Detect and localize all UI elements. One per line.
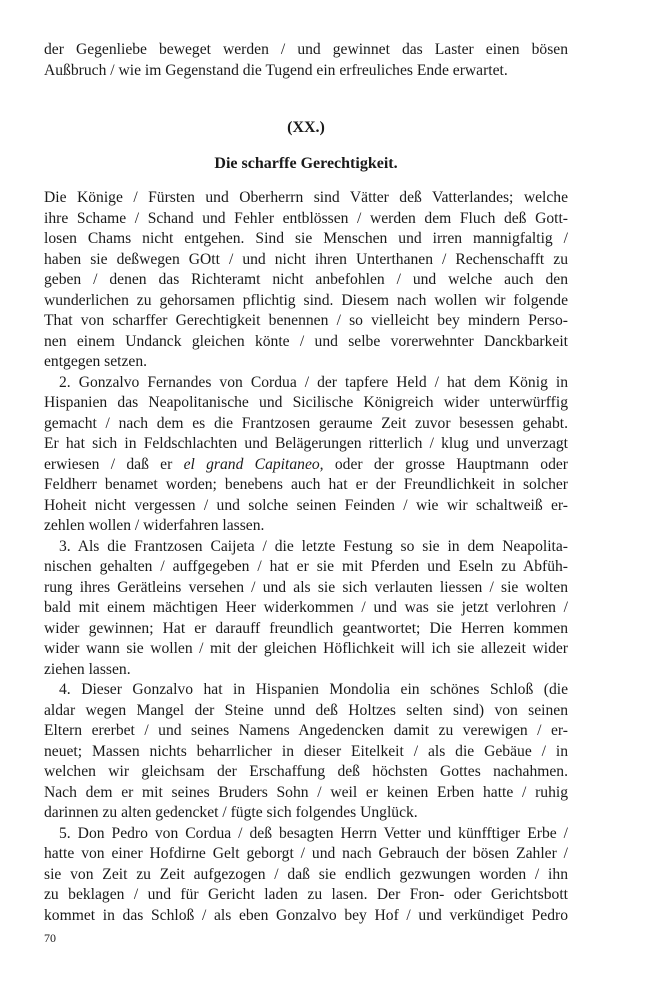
text-segment: erwiesen / daß er — [44, 455, 184, 473]
text-line: geben / denen das Richteramt nicht anbefohlen / und welche auch den — [44, 271, 568, 288]
text-line: der Gegenliebe beweget werden / und gewinnet das Laster einen bösen — [44, 41, 568, 58]
text-line: wider gewinnen; Hat er darauff freundlich geantwortet; Die Herren kommen — [44, 619, 568, 637]
text-line: welchen wir gleichsam der Erschaffung deß höchsten Gottes nachahmen. — [44, 763, 568, 780]
text-line: Nach dem er mit seines Bruders Sohn / weil er keinen Erben hatte / ruhig — [44, 783, 568, 801]
text-line: nischen gehalten / auffgegeben / hat er sie mit Pferden und Eseln zu Abfüh- — [44, 558, 568, 575]
text-line: hatte von einer Hofdirne Gelt geborgt / und nach Gebrauch der bösen Zahler / — [44, 845, 568, 862]
italic-phrase: el grand Capitaneo, — [183, 455, 324, 473]
text-line: aldar wegen Mangel der Steine unnd deß Holtzes selten sind) von seinen — [44, 701, 568, 719]
text-line: neuet; Massen nichts beharrlicher in dieser Eitelkeit / als die Gebäue / in — [44, 742, 568, 760]
text-line: 3. Als die Frantzosen Caijeta / die letzte Festung so sie in dem Neapolita- — [59, 537, 568, 555]
text-line: zu beklagen / und für Gericht laden zu lasen. Der Fron- oder Gerichtsbott — [44, 886, 568, 903]
text-line: darinnen zu alten gedencket / fügte sich folgendes Unglück. — [44, 804, 418, 821]
intro-paragraph — [44, 40, 568, 81]
text-line: Er hat sich in Feldschlachten und Belägerungen ritterlich / klug und unverzagt — [44, 435, 568, 452]
section-number: (XX.) — [287, 119, 325, 136]
text-line: ziehen lassen. — [44, 660, 131, 678]
text-line: losen Chams nicht entgehen. Sind sie Menschen und irren mannigfaltig / — [44, 230, 568, 247]
text-line: Feldherr benamet worden; benebens auch hat er der Freundlichkeit in solcher — [44, 476, 568, 493]
text-line: Die Könige / Fürsten und Oberherrn sind Vätter deß Vatterlandes; welche — [44, 189, 568, 206]
text-line: kommet in das Schloß / als eben Gonzalvo bey Hof / und verkündiget Pedro — [44, 906, 568, 924]
text-line: nen einem Undanck gleichen könte / und selbe vorerwehnter Danckbarkeit — [44, 332, 568, 350]
text-line: wunderlichen zu gehorsamen pflichtig sind. Diesem nach wollen wir folgende — [44, 291, 568, 309]
text-line: gemacht / nach dem es die Frantzosen geraume Zeit zuvor besessen gehabt. — [44, 414, 568, 432]
body-text — [44, 188, 568, 926]
text-line: Hoheit nicht vergessen / und solche seinen Feinden / wie wir schaltweiß er- — [44, 496, 568, 514]
text-line: 4. Dieser Gonzalvo hat in Hispanien Mondolia ein schönes Schloß (die — [59, 681, 568, 698]
text-line: haben sie deßwegen GOtt / und nicht ihren Unterthanen / Rechenschafft zu — [44, 250, 568, 268]
section-title: Die scharffe Gerechtigkeit. — [214, 155, 398, 172]
text-line: zehlen wollen / widerfahren lassen. — [44, 517, 265, 534]
text-line: rung ihres Gerätleins versehen / und als sie sich verlauten liessen / sie wolten — [44, 578, 568, 596]
text-line: bald mit einem mächtigen Heer widerkommen / und was sie jetzt verlohren / — [44, 599, 568, 616]
page-number: 70 — [44, 931, 56, 945]
text-segment: oder der grosse Hauptmann oder — [323, 455, 568, 473]
text-line: 5. Don Pedro von Cordua / deß besagten Herrn Vetter und künfftiger Erbe / — [59, 824, 568, 842]
text-line: ihre Schame / Schand und Fehler entblössen / werden dem Fluch deß Gott- — [44, 209, 568, 227]
text-line: That von scharffer Gerechtigkeit benennen / so vielleicht bey mindern Perso- — [44, 312, 568, 329]
text-line: wider wann sie wollen / mit der gleichen Höflichkeit will ich sie allezeit wider — [44, 640, 568, 657]
text-line: 2. Gonzalvo Fernandes von Cordua / der tapfere Held / hat dem König in — [59, 373, 568, 391]
text-line: Eltern ererbet / und seines Namens Angedencken damit zu verewigen / er- — [44, 722, 568, 739]
text-line: entgegen setzen. — [44, 353, 148, 370]
text-line — [44, 455, 568, 476]
text-line: Hispanien das Neapolitanische und Sicilische Königreich wider unterwürffig — [44, 394, 568, 411]
text-line: Außbruch / wie im Gegenstand die Tugend ein erfreuliches Ende erwartet. — [44, 61, 508, 79]
text-line: sie von Zeit zu Zeit aufgezogen / daß sie endlich gezwungen worden / ihn — [44, 865, 568, 883]
